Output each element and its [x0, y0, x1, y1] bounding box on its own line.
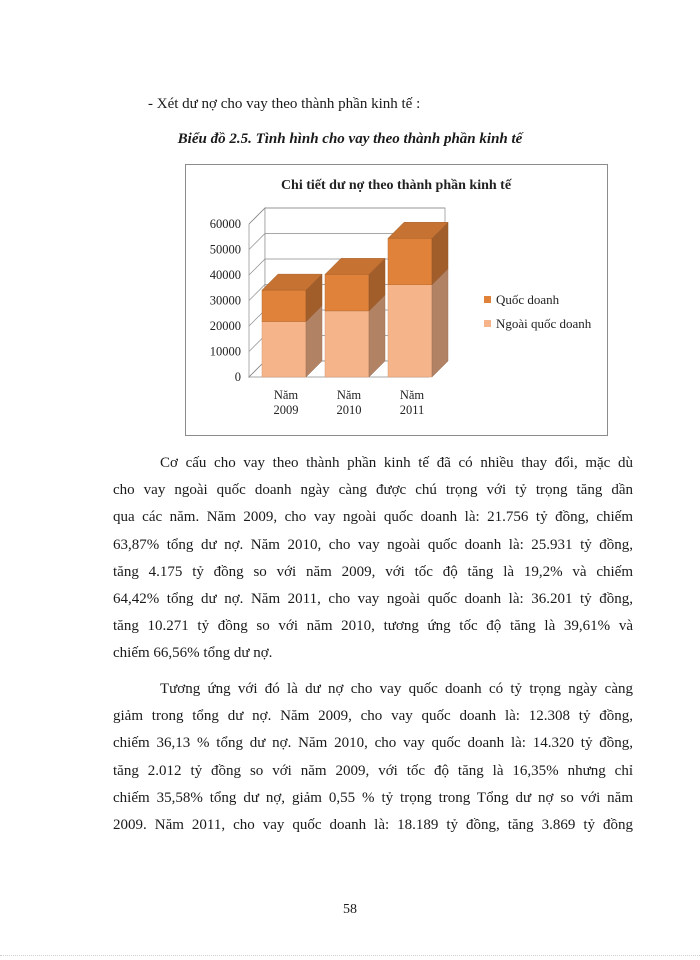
paragraph-line: qua các năm. Năm 2009, cho vay ngoài quốc doanh là: 21.756 tỷ đồng, chiếm: [113, 509, 633, 526]
bar-quoc-doanh-front: [325, 274, 369, 311]
legend-label: Quốc doanh: [496, 292, 560, 307]
chart: [186, 165, 607, 435]
legend-swatch: [484, 320, 491, 327]
paragraph-line: chiếm 35,58% tổng dư nợ, giảm 0,55 % tỷ trọng trong Tổng dư nợ so với năm: [113, 789, 633, 806]
paragraph-line: Cơ cấu cho vay theo thành phần kinh tế đã có nhiều thay đổi, mặc dù: [160, 455, 633, 471]
paragraph-2: [113, 676, 633, 839]
paragraph-line: 63,87% tổng dư nợ. Năm 2010, cho vay ngoài quốc doanh là: 25.931 tỷ đồng,: [113, 536, 633, 553]
x-tick-label: 2010: [336, 403, 362, 417]
paragraph-line: Tương ứng với đó là dư nợ cho vay quốc doanh có tỷ trọng ngày càng: [160, 681, 633, 697]
bar-ngoai-quoc-doanh-side: [432, 269, 448, 377]
paragraph-1: [113, 450, 633, 668]
legend-label: Ngoài quốc doanh: [496, 316, 592, 331]
y-tick-label: 50000: [209, 242, 241, 257]
y-tick-label: 60000: [209, 217, 241, 231]
page-bottom-rule: [0, 955, 700, 956]
bar-ngoai-quoc-doanh-front: [325, 311, 369, 377]
paragraph-line: 2009. Năm 2011, cho vay quốc doanh là: 18.189 tỷ đồng, tăng 3.869 tỷ đồng: [113, 816, 633, 833]
bar-ngoai-quoc-doanh-front: [388, 285, 432, 377]
paragraph-line: tăng 10.271 tỷ đồng so với năm 2010, tương ứng tốc độ tăng là 39,61% và: [113, 618, 633, 635]
legend-swatch: [484, 296, 491, 303]
paragraph-line: tăng 2.012 tỷ đồng so với năm 2009, với tốc độ tăng là 16,35% nhưng chỉ: [113, 762, 633, 779]
x-tick-label: Năm: [336, 388, 362, 402]
chart-title: Chi tiết dư nợ theo thành phần kinh tế: [280, 178, 512, 193]
x-tick-label: 2011: [399, 403, 425, 417]
y-tick-label: 0: [234, 370, 241, 384]
section-bullet: - Xét dư nợ cho vay theo thành phần kinh tế :: [148, 96, 421, 112]
y-tick-label: 30000: [209, 293, 241, 308]
figure-caption: Biểu đồ 2.5. Tình hình cho vay theo thành phần kinh tế: [177, 131, 523, 147]
paragraph-line: 64,42% tổng dư nợ. Năm 2011, cho vay ngoài quốc doanh là: 36.201 tỷ đồng,: [113, 590, 633, 607]
paragraph-line: cho vay ngoài quốc doanh ngày càng được chú trọng với tỷ trọng tăng dần: [113, 482, 633, 499]
paragraph-line: tăng 4.175 tỷ đồng so với năm 2009, với tốc độ tăng là 19,2% và chiếm: [113, 563, 633, 580]
paragraph-line: chiếm 36,13 % tổng dư nợ. Năm 2010, cho vay quốc doanh là: 14.320 tỷ đồng,: [113, 735, 633, 752]
y-tick-label: 40000: [209, 268, 241, 282]
bar-quoc-doanh-front: [388, 238, 432, 284]
page-number: 58: [343, 902, 357, 917]
chart-container: [185, 164, 608, 436]
bar-ngoai-quoc-doanh-front: [262, 322, 306, 377]
x-tick-label: Năm: [399, 388, 425, 402]
paragraph-line: chiếm 66,56% tổng dư nợ.: [113, 645, 273, 662]
x-tick-label: 2009: [273, 403, 299, 417]
paragraph-line: giảm trong tổng dư nợ. Năm 2009, cho vay quốc doanh là: 12.308 tỷ đồng,: [113, 708, 633, 725]
y-tick-label: 20000: [209, 319, 241, 333]
y-tick-label: 10000: [209, 344, 241, 359]
bar-quoc-doanh-front: [262, 290, 306, 321]
x-tick-label: Năm: [273, 388, 299, 402]
